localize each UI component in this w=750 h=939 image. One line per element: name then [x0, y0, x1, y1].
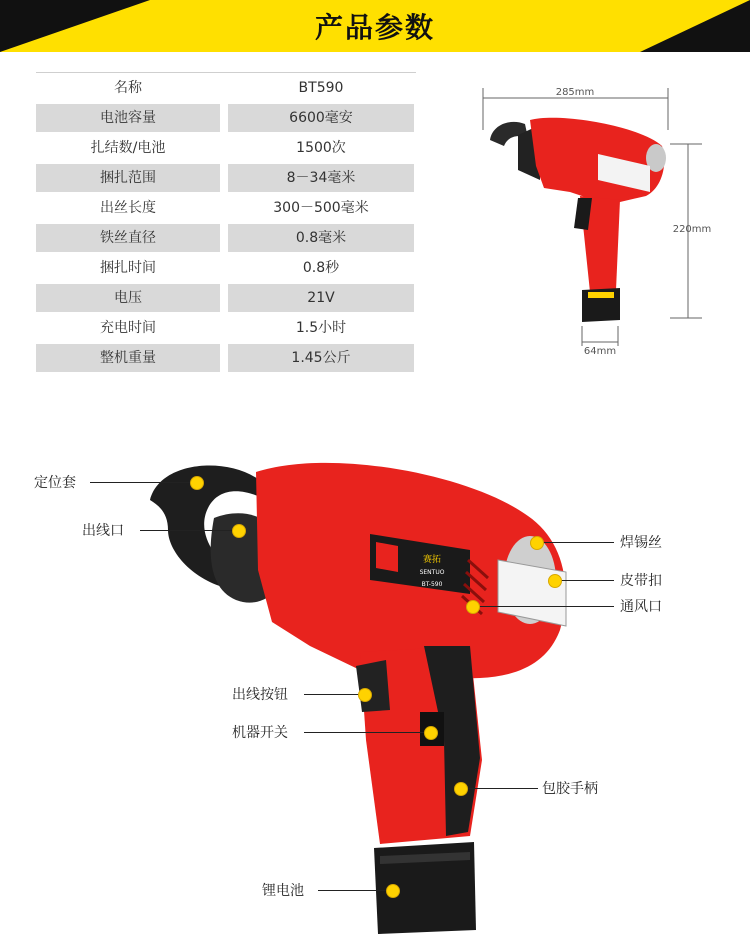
spec-value: 6600毫安 [228, 104, 414, 132]
header-banner [0, 0, 750, 52]
spec-row [36, 283, 416, 313]
dim-height-text: 220mm [672, 224, 712, 235]
spec-value: 0.8秒 [302, 260, 340, 276]
leader-line [318, 890, 386, 891]
spec-table [36, 72, 416, 373]
spec-row [36, 313, 416, 343]
spec-row [36, 253, 416, 283]
label-wire-button: 出线按钮 [232, 687, 288, 703]
label-solder-wire: 焊锡丝 [620, 535, 662, 551]
spec-row [36, 133, 416, 163]
spec-row [36, 223, 416, 253]
page-title: 产品参数 [314, 11, 435, 44]
spec-label: 扎结数/电池 [90, 140, 166, 156]
label-power-switch: 机器开关 [232, 725, 288, 741]
spec-row [36, 163, 416, 193]
large-tool-illustration [0, 440, 750, 939]
label-rubber-handle: 包胶手柄 [542, 781, 598, 797]
spec-value: 300－500毫米 [273, 200, 369, 216]
spec-value: 1.45公斤 [228, 344, 414, 372]
marker-dot [358, 688, 372, 702]
spec-value: 1500次 [296, 140, 346, 156]
badge-brand-en: SENTUO [419, 569, 445, 576]
small-tool-illustration [490, 118, 666, 322]
leader-line [478, 606, 614, 607]
badge-brand: 赛拓 [422, 555, 442, 565]
marker-dot [424, 726, 438, 740]
label-belt-clip: 皮带扣 [620, 573, 662, 589]
marker-dot [232, 524, 246, 538]
spec-label: 出丝长度 [100, 200, 156, 216]
leader-line [560, 580, 614, 581]
leader-line [90, 482, 198, 483]
spec-value: 1.5小时 [295, 320, 347, 336]
spec-label: 充电时间 [100, 320, 156, 336]
marker-dot [548, 574, 562, 588]
spec-label: 名称 [114, 80, 142, 96]
spec-row [36, 343, 416, 373]
spec-row [36, 72, 416, 103]
leader-line [304, 694, 362, 695]
dim-width-text: 64mm [583, 346, 617, 357]
spec-label: 捆扎时间 [100, 260, 156, 276]
spec-value: BT590 [298, 80, 344, 96]
label-wire-outlet: 出线口 [82, 523, 124, 539]
marker-dot [454, 782, 468, 796]
dim-length-text: 285mm [555, 87, 595, 98]
spec-row [36, 103, 416, 133]
badge-model: BT-590 [421, 581, 443, 588]
marker-dot [466, 600, 480, 614]
wire-button [356, 660, 390, 712]
spec-label: 整机重量 [36, 344, 220, 372]
parts-diagram [0, 440, 750, 939]
leader-line [464, 788, 538, 789]
spec-row [36, 193, 416, 223]
spec-label: 捆扎范围 [36, 164, 220, 192]
marker-dot [386, 884, 400, 898]
spec-label: 铁丝直径 [36, 224, 220, 252]
spec-label: 电池容量 [36, 104, 220, 132]
leader-line [304, 732, 424, 733]
dimension-figure [470, 80, 720, 360]
label-vent: 通风口 [620, 599, 662, 615]
leader-line [542, 542, 614, 543]
label-positioning-sleeve: 定位套 [34, 475, 76, 491]
label-lithium-battery: 锂电池 [262, 883, 304, 899]
marker-dot [190, 476, 204, 490]
marker-dot [530, 536, 544, 550]
spec-value: 0.8毫米 [228, 224, 414, 252]
spec-value: 8－34毫米 [228, 164, 414, 192]
leader-line [140, 530, 238, 531]
spec-label: 电压 [36, 284, 220, 312]
spec-value: 21V [228, 284, 414, 312]
